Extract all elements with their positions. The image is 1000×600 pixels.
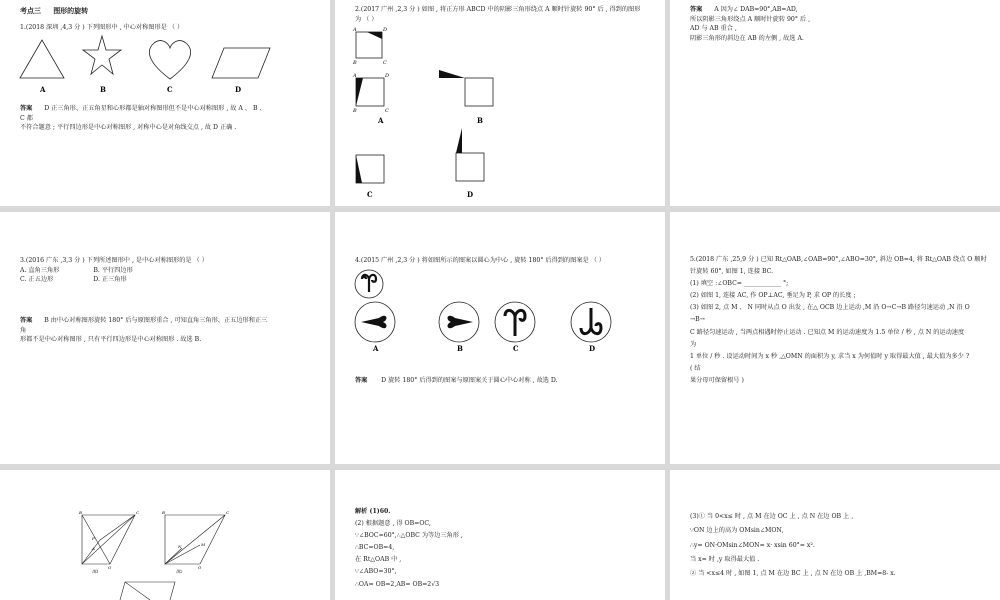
fig2-label: 图2 (176, 569, 183, 574)
pt-n2: N (178, 544, 182, 549)
pt-p1: P (92, 536, 95, 541)
label-b: B (477, 116, 483, 125)
label-c: C (167, 85, 173, 94)
question-4: 4.(2015 广州 ,2,3 分 ) 将如图所示的图案以圆心为中心 , 旋转 180° 后得到的图案是 （ ） (355, 257, 606, 264)
slide-4[interactable] (0, 212, 330, 464)
option-a-pattern-icon (355, 302, 395, 342)
option-d-figure (456, 128, 484, 181)
svg-text:A: A (353, 27, 357, 33)
label-d: D (589, 344, 596, 353)
pt-o1: O (108, 565, 112, 570)
section-heading: 考点三 图形的旋转 (20, 6, 89, 15)
svg-text:C: C (383, 60, 387, 66)
svg-text:D: D (385, 73, 390, 79)
option-b-figure (439, 70, 493, 106)
q4-figures (335, 212, 665, 464)
label-b: B (457, 344, 463, 353)
answer-1: 答案 D 正三角形、正五角星和心形都是轴对称图形但不是中心对称图形 , 故 A 、 B 、 C 都 不符合题意 ; 平行四边形是中心对称图形 , 对称中心是对角线交点 , 故 D 正确 . (20, 105, 266, 132)
fig1-label: 图1 (92, 569, 99, 574)
answer-4: 答案 D 旋转 180° 后得到的图案与原图案关于圆心中心对称 , 故选 D. (355, 377, 558, 384)
slide-1[interactable] (0, 0, 330, 206)
label-d: D (235, 85, 242, 94)
option-b-pattern-icon (439, 302, 479, 342)
q5-figures (0, 470, 330, 600)
solution-5-part-3: (3)① 当 0<x≤ 时 , 点 M 在边 OC 上 , 点 N 在边 OB 上 , ∵ON 边上的高为 OMsin∠MON, ∴y= ON·OMsin∠MON= x· xsin 60°= x². 当 x= 时 ,y 取得最大值 . ② 当 <x≤4 时 , 如图 1, 点 M 在边 BC 上 , 点 N 在边 OB 上 ,BM=8- x. (690, 513, 896, 578)
option-c-pattern-icon (495, 302, 535, 342)
figure-2 (165, 515, 225, 564)
question-1: 1.(2018 深圳 ,4,3 分 ) 下列图形中 , 中心对称图形是 （ ） (20, 24, 184, 31)
label-b: B (100, 85, 106, 94)
slide-6[interactable] (670, 212, 1000, 464)
answer-2: 答案 A 因为∠ DAB=90°,AB=AD, 所以阴影三角形绕点 A 顺时针旋转 90° 后 , AD 与 AB 重合 , 阴影三角形的斜边在 AB 的左侧 , 故选 A. (690, 6, 811, 42)
original-pattern-icon (355, 270, 383, 298)
svg-text:D: D (383, 27, 388, 33)
label-c: C (367, 190, 373, 199)
svg-text:B: B (353, 108, 357, 114)
figure-3 (120, 582, 175, 600)
original-square (352, 27, 387, 66)
question-2: 2.(2017 广州 ,2,3 分 ) 如图 , 将正方形 ABCD 中的阴影三角形绕点 A 顺时针旋转 90° 后 , 得到的图形 为 （ ） (355, 6, 641, 23)
pt-o2: O (198, 565, 202, 570)
label-a: A (373, 344, 379, 353)
option-a-figure (352, 73, 389, 114)
label-c: C (513, 344, 519, 353)
svg-text:B: B (353, 60, 357, 66)
pt-b2: B (162, 510, 165, 515)
option-c-figure (356, 155, 384, 183)
q2-figures (335, 0, 665, 206)
label-a: A (378, 116, 384, 125)
slide-9[interactable] (670, 470, 1000, 600)
triangle-shape (20, 40, 64, 78)
slide-2[interactable] (335, 0, 665, 206)
slide-7[interactable] (0, 470, 330, 600)
parallelogram-shape (212, 48, 270, 78)
heart-shape (149, 41, 190, 79)
q1-shapes (0, 0, 330, 206)
svg-text:A: A (353, 73, 357, 79)
answer-3: 答案 B 由中心对称图形旋转 180° 后与原图形重合 , 可知直角三角形、正五边形和正三 角 形都不是中心对称图形 , 只有平行四边形是中心对称图形 . 故选 B. (20, 317, 268, 344)
star-shape (83, 36, 121, 74)
option-d-pattern-icon (571, 302, 611, 342)
slide-5[interactable] (335, 212, 665, 464)
pt-m2: M (201, 542, 206, 547)
figure-1 (82, 515, 135, 564)
question-5: 5.(2018 广东 ,25,9 分 ) 已知 Rt△OAB,∠OAB=90°,∠ABO=30°, 斜边 OB=4, 将 Rt△OAB 绕点 O 顺时 针旋转 60°, 如图 1, 连接 BC. (1) 填空 :∠OBC= ____________ °; (2) 如图 1, 连接 AC, 作 OP⊥AC, 垂足为 P, 求 OP 的长度 ; (3) 如图 2, 点 M 、 N 同时从点 O 出发 , 在△ OCB 边上运动 ,M 沿 O→C→B 路径匀速运动 ,N 沿 O →B→ C 路径匀速运动 , 当两点相遇时停止运动 . 已知点 M 的运动速度为 1.5 单位 / 秒 , 点 N 的运动速度 为 1 单位 / 秒 . 设运动时间为 x 秒 ,△OMN 的面积为 y, 求当 x 为何值时 y 取得最大值 , 最大值为多少 ? ( 结 果分母可保留根号 ) (690, 256, 987, 384)
slide-3[interactable] (670, 0, 1000, 206)
label-a: A (40, 85, 46, 94)
pt-b1: B (79, 510, 82, 515)
slide-8[interactable] (335, 470, 665, 600)
pt-a1: A (92, 546, 95, 551)
pt-c1: C (136, 510, 140, 515)
label-d: D (467, 190, 474, 199)
solution-5-part-1: 解析 (1)60. (2) 根据题意 , 得 OB=OC, ∵∠BOC=60°,∴△OBC 为等边三角形 , ∴BC=OB=4, 在 Rt△OAB 中 , ∵∠ABO=30°, ∴OA= OB=2,AB= OB=2√3 (355, 508, 463, 588)
question-3: 3.(2016 广东 ,3,3 分 ) 下列所述图形中 , 是中心对称图形的是 （ ） A. 直角三角形 B. 平行四边形 C. 正五边形 D. 正三角形 (20, 257, 208, 284)
pt-c2: C (226, 510, 230, 515)
svg-text:C: C (385, 108, 389, 114)
